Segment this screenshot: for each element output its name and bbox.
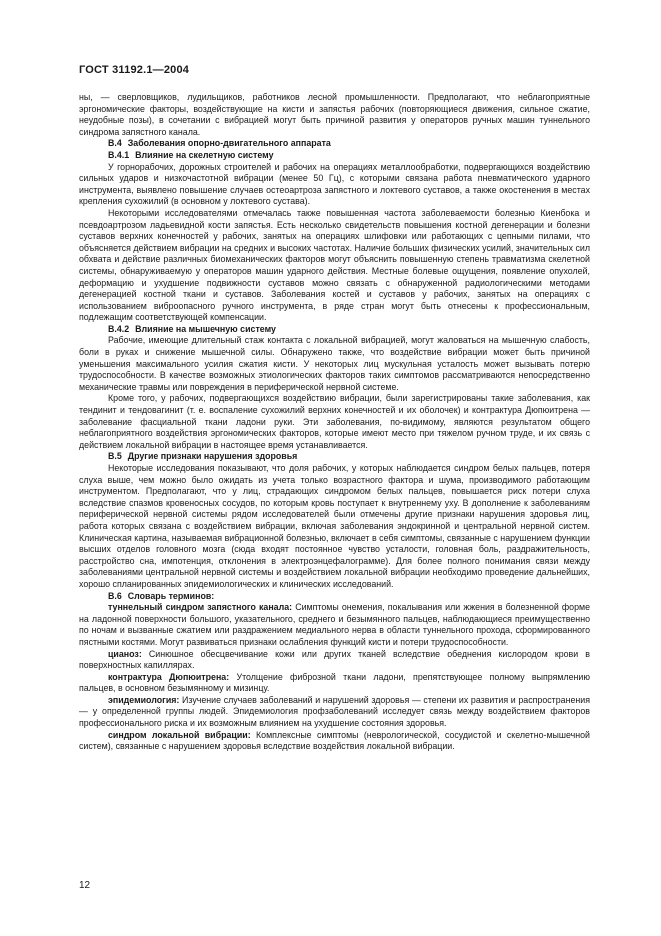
body-paragraph: Рабочие, имеющие длительный стаж контакта с локальной вибрацией, могут жаловаться на мышечную слабость, боли в руках и снижение мышечной силы. Обнаружено также, что воздействие вибрации может быть причиной уменьшения максимального усилия сжатия кисти. У некоторых лиц мускульная усталость может вызывать потерю трудоспособности. В качестве возможных этиологических факторов таких симптомов рассматриваются непосредственно механические травмы или повреждения в периферической нервной системе. bbox=[79, 335, 590, 392]
section-heading bbox=[79, 451, 590, 463]
section-title: Другие признаки нарушения здоровья bbox=[127, 451, 298, 462]
body-paragraph: Некоторыми исследователями отмечалась также повышенная частота заболеваемости болезнью Киенбока и псевдоартрозом ладьевидной кости запястья. Есть несколько свидетельств повышения костной дегенерации и болезни суставов верхних конечностей у рабочих, занятых на операциях шлифовки или работающих с цепными пилами, что объясняется действием вибрации на средних и высоких частотах. Наличие больших физических усилий, значительных сил обхвата и действие различных биомеханических факторов могут объяснить повышенную степень травматизма скелетной системы, обнаруживаемую у операторов машин ударного действия. Местные болевые ощущения, появление опухолей, деформацию и ухудшение подвижности суставов можно связать с обнаруженной радиологическими методами дегенерацией костной ткани и суставов. Заболевания костей и суставов у рабочих, занятых на операциях с использованием виброопасного ручного инструмента, в ряде стран могут быть отнесены к профессиональным, подлежащим соответствующей компенсации. bbox=[79, 207, 590, 323]
glossary-definition: Утолщение фиброзной ткани ладони, препятствующее полному выпрямлению пальцев, в основном безымянному и мизинцу. bbox=[79, 671, 590, 694]
section-title: Влияние на скелетную систему bbox=[135, 149, 274, 160]
glossary-entry bbox=[79, 672, 590, 695]
section-heading bbox=[79, 324, 590, 336]
glossary-term: цианоз: bbox=[108, 648, 142, 659]
glossary-definition: Симптомы онемения, покалывания или жжения в болезненной форме на ладонной поверхности большого, указательного, среднего и безымянного пальцев, наблюдающиеся преимущественно по ночам и вызванные сжатием или раздражением медиального нерва в области туннельного прохода, сформированного пястными костями. Могут развиваться признаки ослабления функций кисти и потери трудоспособности. bbox=[79, 602, 590, 647]
glossary-entry bbox=[79, 695, 590, 730]
glossary-definition: Комплексные симптомы (неврологической, сосудистой и скелетно-мышечной систем), связанные с нарушением здоровья вследствие воздействия локальной вибрации. bbox=[79, 729, 590, 752]
body-paragraph: У горнорабочих, дорожных строителей и рабочих на операциях металлообработки, подвергающихся воздействию сильных ударов и низкочастотной вибрации (менее 50 Гц), с которыми связана работа пневматического ударного инструмента, выявлено повышение случаев остеоартроза запястного и локтевого суставов, а также окостенения в местах крепления сухожилий (в основном у локтевого сустава). bbox=[79, 161, 590, 207]
glossary-entry bbox=[79, 602, 590, 648]
section-number: В.4.1 bbox=[108, 149, 130, 160]
section-heading bbox=[79, 138, 590, 150]
body-paragraph: Кроме того, у рабочих, подвергающихся воздействию вибрации, были зарегистрированы такие заболевания, как тендинит и тендовагинит (т. е. воспаление сухожилий верхних конечностей и их оболочек) и контрактура Дюпюитрена — заболевание фасциальной ткани ладони руки. Эти заболевания, по-видимому, являются результатом общего неблагоприятного воздействия эргономических факторов, которые имеют место при тяжелом ручном труде, и их связь с действием локальной вибрации в настоящее время устанавливается. bbox=[79, 393, 590, 450]
section-number: В.6 bbox=[108, 590, 122, 601]
page-number: 12 bbox=[79, 880, 91, 891]
section-number: В.4 bbox=[108, 138, 122, 149]
glossary-term: эпидемиология: bbox=[108, 694, 180, 705]
section-heading bbox=[79, 150, 590, 162]
body-paragraph: ны, — сверловщиков, лудильщиков, работников лесной промышленности. Предполагают, что неблагоприятные эргономические факторы, воздействующие на кисти и запястья рабочих (повторяющиеся движения, сильное сжатие, неудобные позы), в сочетании с вибрацией могут быть причиной развития у операторов ручных машин туннельного синдрома запястного канала. bbox=[79, 92, 590, 137]
glossary-definition: Изучение случаев заболеваний и нарушений здоровья — степени их развития и распространения — у определенной группы людей. Эпидемиология профзаболеваний исследует связь между воздействием факторов профессионального риска и их возможным влиянием на ухудшение состояния здоровья. bbox=[79, 694, 590, 729]
section-number: В.5 bbox=[108, 451, 122, 462]
section-title: Влияние на мышечную систему bbox=[135, 323, 276, 334]
glossary-entry bbox=[79, 649, 590, 672]
glossary-term: синдром локальной вибрации: bbox=[108, 729, 251, 740]
section-heading bbox=[79, 591, 590, 603]
section-number: В.4.2 bbox=[108, 323, 130, 334]
standard-header: ГОСТ 31192.1—2004 bbox=[79, 64, 190, 76]
body-paragraph: Некоторые исследования показывают, что доля рабочих, у которых наблюдается синдром белых пальцев, потеря слуха выше, чем можно было ожидать из учета только возрастного фактора и шума, производимого работающим инструментом. Предполагают, что у лиц, страдающих синдромом белых пальцев, повышается риск потери слуха вследствие спазмов кровеносных сосудов, по которым кровь поступает к внутреннему уху. В дополнение к заболеваниям периферической нервной системы рядом исследователей были отмечены другие признаки нарушения здоровья лиц, работа которых связана с воздействием вибрации, включая заболевания эндокринной и центральной нервной систем. Клиническая картина, называемая вибрационной болезнью, включает в себя симптомы, связанные с нарушением функции высших отделов головного мозга (сюда входят постоянное чувство усталости, головная боль, раздражительность, расстройство сна, импотенция, отклонения в электроэнцефалограмме). Для более полного понимания связи между заболеваниями центральной нервной системы и воздействием локальной вибрации необходимо проведение дальнейших, хорошо спланированных эпидемиологических и клинических исследований. bbox=[79, 463, 590, 589]
section-title: Заболевания опорно-двигательного аппарата bbox=[127, 138, 331, 149]
glossary-term: контрактура Дюпюитрена: bbox=[108, 671, 230, 682]
document-body bbox=[79, 92, 590, 753]
glossary-entry bbox=[79, 730, 590, 753]
section-title: Словарь терминов: bbox=[127, 590, 215, 601]
glossary-term: туннельный синдром запястного канала: bbox=[108, 602, 293, 613]
glossary-definition: Синюшное обесцвечивание кожи или других тканей вследствие обеднения кислородом крови в поверхностных капиллярах. bbox=[79, 648, 590, 671]
